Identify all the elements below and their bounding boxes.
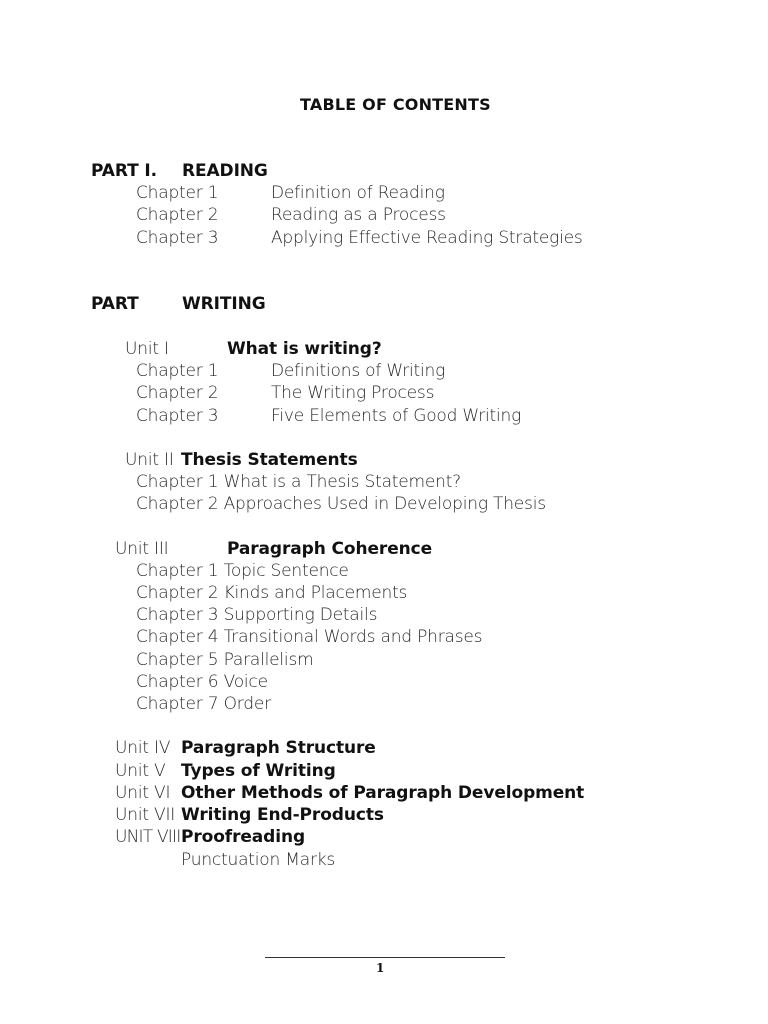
unit-label: Unit V [115, 761, 166, 781]
unit1-chapter-title: The Writing Process [271, 383, 435, 403]
unit-title: Proofreading [181, 827, 306, 847]
part2-name: WRITING [182, 294, 266, 314]
unit1-chapter-title: Five Elements of Good Writing [271, 406, 522, 426]
unit3-chapter: Chapter 5 Parallelism [136, 650, 314, 670]
unit-title: Writing End-Products [181, 805, 384, 825]
unit3-chapter: Chapter 4 Transitional Words and Phrases [136, 627, 483, 647]
unit3-chapter: Chapter 1 Topic Sentence [136, 561, 349, 581]
unit1-title: What is writing? [227, 339, 382, 359]
part1-chapter-label: Chapter 1 [136, 183, 219, 203]
part1-chapter-label: Chapter 2 [136, 205, 219, 225]
unit2-chapter: Chapter 1 What is a Thesis Statement? [136, 472, 462, 492]
unit3-title: Paragraph Coherence [227, 539, 433, 559]
unit1-chapter-title: Definitions of Writing [271, 361, 446, 381]
unit1-label: Unit I [125, 339, 169, 359]
unit-label: Unit VI [115, 783, 171, 803]
unit-label: Unit VII [115, 805, 176, 825]
unit1-chapter-label: Chapter 2 [136, 383, 219, 403]
unit3-chapter: Chapter 2 Kinds and Placements [136, 583, 408, 603]
unit-title: Types of Writing [181, 761, 336, 781]
part1-chapter-label: Chapter 3 [136, 228, 219, 248]
part1-chapter-title: Applying Effective Reading Strategies [271, 228, 583, 248]
unit2-title: Thesis Statements [181, 450, 358, 470]
unit2-label: Unit II [125, 450, 174, 470]
unit-title: Paragraph Structure [181, 738, 376, 758]
unit1-chapter-label: Chapter 3 [136, 406, 219, 426]
unit3-chapter: Chapter 6 Voice [136, 672, 268, 692]
unit1-chapter-label: Chapter 1 [136, 361, 219, 381]
part1-name: READING [182, 161, 268, 181]
unit-label: UNIT VIII [115, 827, 181, 847]
part1-chapter-title: Definition of Reading [271, 183, 445, 203]
unit3-chapter: Chapter 3 Supporting Details [136, 605, 378, 625]
unit2-chapter: Chapter 2 Approaches Used in Developing Thesis [136, 494, 546, 514]
unit-label: Unit IV [115, 738, 171, 758]
unit3-label: Unit III [115, 539, 169, 559]
sub-item: Punctuation Marks [181, 850, 336, 870]
footer-rule [265, 957, 505, 958]
page-number: 1 [376, 961, 385, 975]
page-title: TABLE OF CONTENTS [300, 95, 491, 114]
part1-label: PART I. [91, 161, 157, 181]
part2-label: PART [91, 294, 139, 314]
part1-chapter-title: Reading as a Process [271, 205, 446, 225]
unit3-chapter: Chapter 7 Order [136, 694, 271, 714]
unit-title: Other Methods of Paragraph Development [181, 783, 585, 803]
